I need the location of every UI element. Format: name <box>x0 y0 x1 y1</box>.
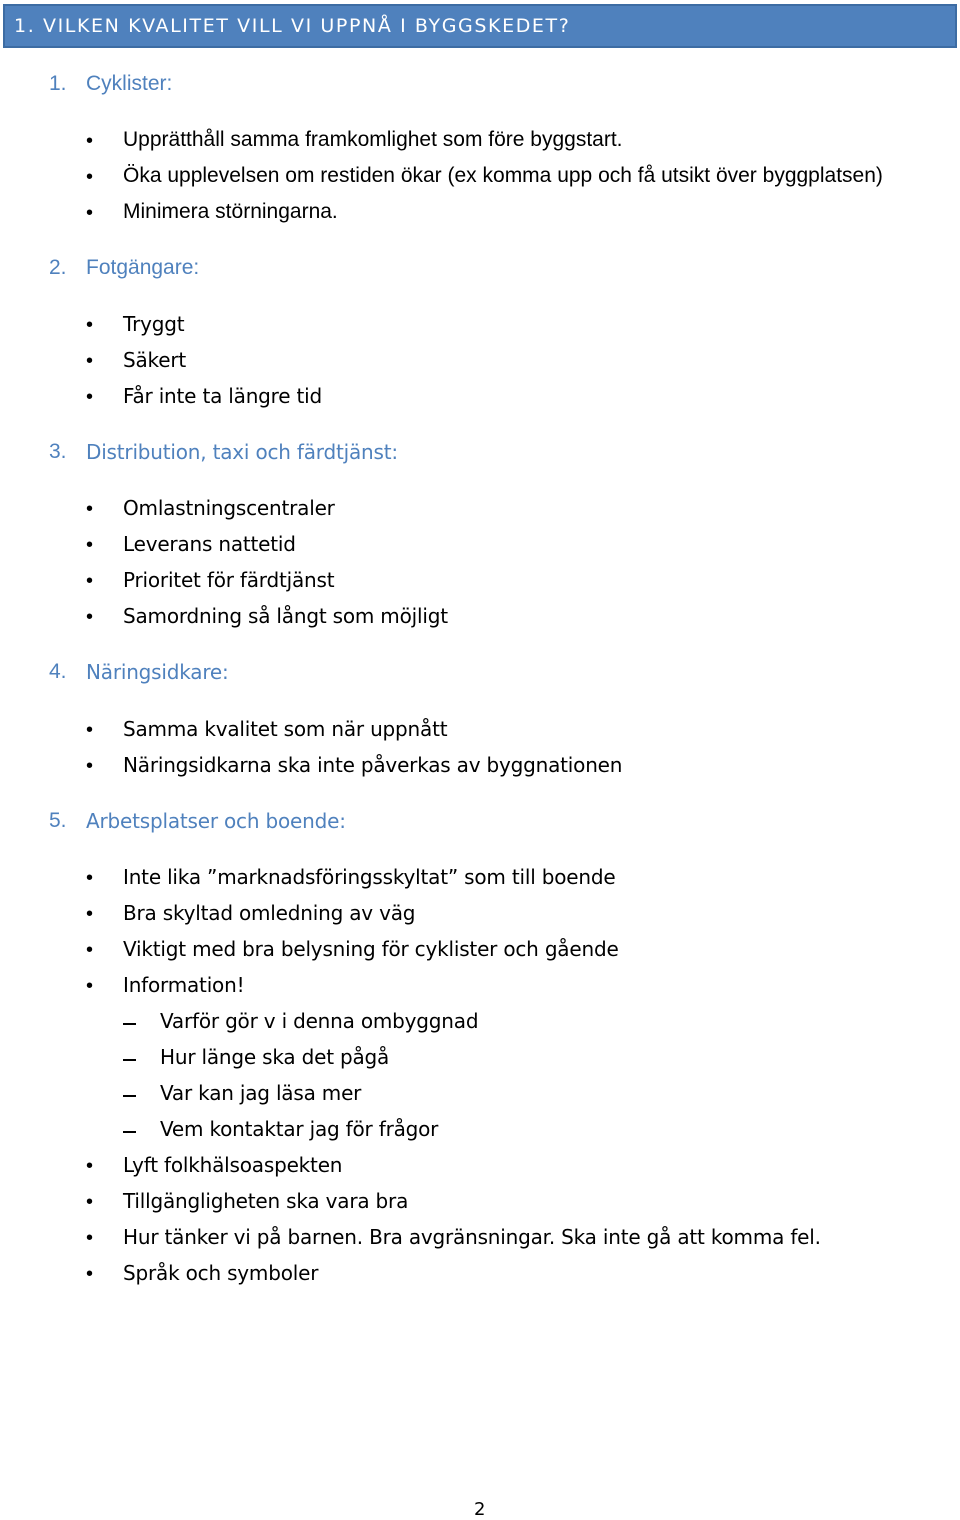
section-heading-fotgangare: Fotgängare: <box>86 256 200 279</box>
section-heading-arbetsplatser: Arbetsplatser och boende: <box>86 809 346 833</box>
list-item: Tryggt <box>123 312 185 336</box>
section-heading-naringsidkare: Näringsidkare: <box>86 660 229 684</box>
dash-icon <box>123 1023 136 1025</box>
bullet-icon: • <box>86 386 94 408</box>
bullet-icon: • <box>86 498 94 520</box>
list-item: Näringsidkarna ska inte påverkas av byggnationen <box>123 753 623 777</box>
sub-list-item: Varför gör v i denna ombyggnad <box>160 1009 479 1033</box>
list-item: Får inte ta längre tid <box>123 384 323 408</box>
list-item: Öka upplevelsen om restiden ökar (ex komma upp och få utsikt över byggplatsen) <box>123 164 883 187</box>
bullet-icon: • <box>86 570 94 592</box>
bullet-icon: • <box>86 350 94 372</box>
list-item: Samordning så långt som möjligt <box>123 604 448 628</box>
bullet-icon: • <box>86 1227 94 1249</box>
bullet-icon: • <box>86 202 94 224</box>
bullet-icon: • <box>86 939 94 961</box>
list-item: Hur tänker vi på barnen. Bra avgränsningar. Ska inte gå att komma fel. <box>123 1225 821 1249</box>
section-number: 2. <box>49 256 67 279</box>
dash-icon <box>123 1059 136 1061</box>
bullet-icon: • <box>86 975 94 997</box>
list-item: Språk och symboler <box>123 1261 319 1285</box>
list-item: Inte lika ”marknadsföringsskyltat” som till boende <box>123 865 616 889</box>
list-item: Lyft folkhälsoaspekten <box>123 1153 343 1177</box>
section-heading-cyklister: Cyklister: <box>86 72 173 95</box>
list-item: Säkert <box>123 348 186 372</box>
bullet-icon: • <box>86 903 94 925</box>
list-item: Samma kvalitet som när uppnått <box>123 717 448 741</box>
page-number: 2 <box>474 1499 486 1520</box>
bullet-icon: • <box>86 1263 94 1285</box>
bullet-icon: • <box>86 314 94 336</box>
list-item: Upprätthåll samma framkomlighet som före byggstart. <box>123 128 623 151</box>
list-item: Bra skyltad omledning av väg <box>123 901 416 925</box>
section-number: 5. <box>49 809 67 832</box>
bullet-icon: • <box>86 755 94 777</box>
section-number: 3. <box>49 440 67 463</box>
bullet-icon: • <box>86 867 94 889</box>
dash-icon <box>123 1131 136 1133</box>
bullet-icon: • <box>86 130 94 152</box>
sub-list-item: Vem kontaktar jag för frågor <box>160 1117 439 1141</box>
list-item: Leverans nattetid <box>123 532 296 556</box>
list-item: Viktigt med bra belysning för cyklister och gående <box>123 937 619 961</box>
sub-list-item: Var kan jag läsa mer <box>160 1081 362 1105</box>
sub-list-item: Hur länge ska det pågå <box>160 1045 390 1069</box>
dash-icon <box>123 1095 136 1097</box>
section-header-bar <box>3 4 957 48</box>
bullet-icon: • <box>86 606 94 628</box>
section-number: 1. <box>49 72 67 95</box>
bullet-icon: • <box>86 1155 94 1177</box>
list-item: Omlastningscentraler <box>123 496 335 520</box>
list-item: Tillgängligheten ska vara bra <box>123 1189 409 1213</box>
bullet-icon: • <box>86 719 94 741</box>
list-item: Prioritet för färdtjänst <box>123 568 335 592</box>
bullet-icon: • <box>86 166 94 188</box>
list-item: Minimera störningarna. <box>123 200 338 223</box>
bullet-icon: • <box>86 1191 94 1213</box>
bullet-icon: • <box>86 534 94 556</box>
section-header-title: 1. VILKEN KVALITET VILL VI UPPNÅ I BYGGSKEDET? <box>14 15 571 37</box>
section-number: 4. <box>49 660 67 683</box>
section-heading-distribution: Distribution, taxi och färdtjänst: <box>86 440 398 464</box>
list-item: Information! <box>123 973 245 997</box>
